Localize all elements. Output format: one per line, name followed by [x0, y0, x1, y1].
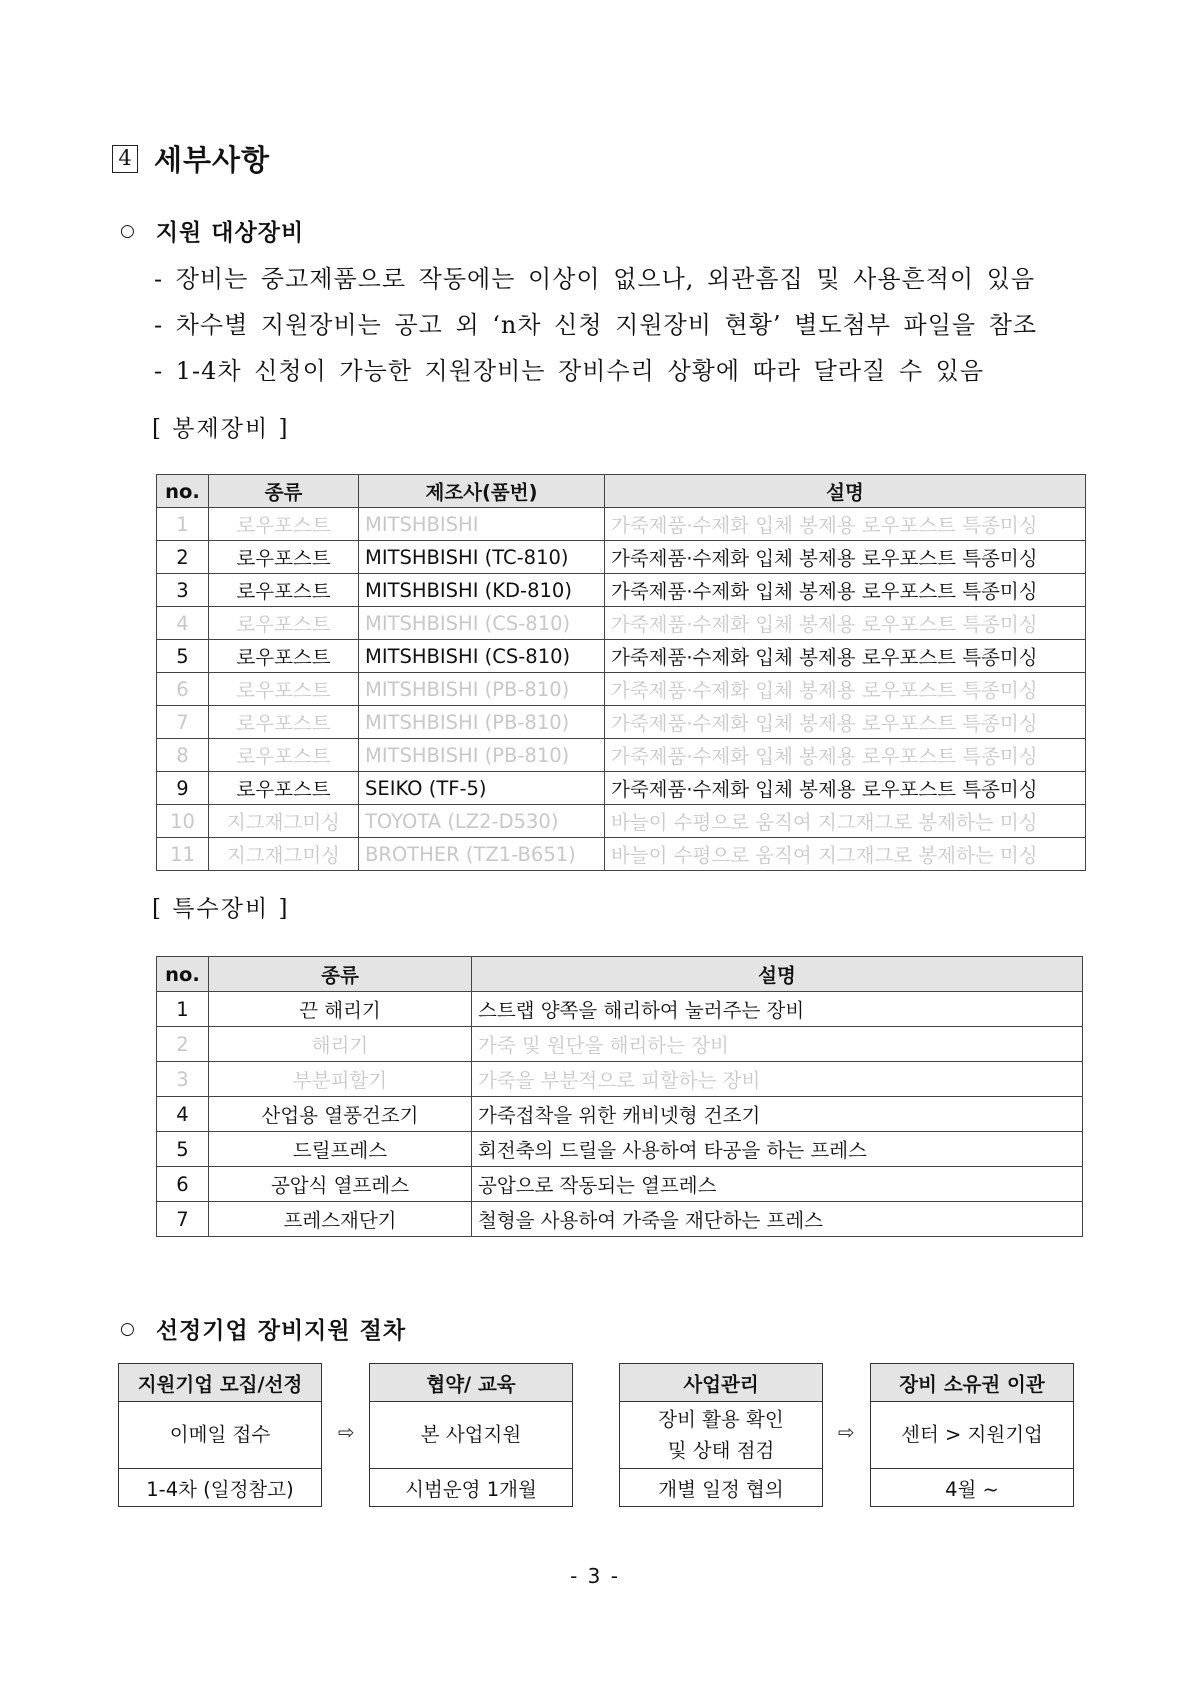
section-title: 세부사항 [154, 143, 271, 177]
cell-description: 철형을 사용하여 가죽을 재단하는 프레스 [472, 1202, 1083, 1237]
cell-type: 로우포스트 [209, 739, 359, 772]
cell-no: 8 [157, 739, 209, 772]
cell-type: 부분피할기 [209, 1062, 472, 1097]
cell-description: 공압으로 작동되는 열프레스 [472, 1167, 1083, 1202]
cell-maker: MITSHBISHI (PB-810) [359, 739, 605, 772]
step-title: 장비 소유권 이관 [871, 1364, 1073, 1402]
cell-no: 10 [157, 805, 209, 838]
procedure-title: 선정기업 장비지원 절차 [155, 1318, 407, 1344]
table-row [157, 673, 1086, 706]
table-header-row [157, 475, 1086, 508]
procedure-step-3 [619, 1363, 823, 1507]
table-row [157, 574, 1086, 607]
cell-description: 가죽제품·수제화 입체 봉제용 로우포스트 특종미싱 [605, 541, 1086, 574]
section-number-box: 4 [112, 145, 138, 173]
step-schedule: 1-4차 (일정참고) [146, 1478, 294, 1501]
cell-type: 드릴프레스 [209, 1132, 472, 1167]
cell-type: 산업용 열풍건조기 [209, 1097, 472, 1132]
header-description: 설명 [472, 957, 1083, 992]
cell-no: 5 [157, 1132, 209, 1167]
cell-description: 가죽제품·수제화 입체 봉제용 로우포스트 특종미싱 [605, 706, 1086, 739]
step-schedule: 시범운영 1개월 [405, 1478, 537, 1501]
cell-type: 공압식 열프레스 [209, 1167, 472, 1202]
table-row [157, 992, 1083, 1027]
step-action-line: 이메일 접수 [169, 1423, 271, 1447]
header-description: 설명 [605, 475, 1086, 508]
table-header-row [157, 957, 1083, 992]
cell-description: 가죽제품·수제화 입체 봉제용 로우포스트 특종미싱 [605, 772, 1086, 805]
header-no: no. [157, 957, 209, 992]
step-schedule: 4월 ~ [945, 1478, 999, 1501]
cell-no: 2 [157, 1027, 209, 1062]
cell-description: 가죽제품·수제화 입체 봉제용 로우포스트 특종미싱 [605, 607, 1086, 640]
bullet-icon: ○ [120, 1318, 136, 1339]
cell-maker: SEIKO (TF-5) [359, 772, 605, 805]
cell-maker: MITSHBISHI (PB-810) [359, 706, 605, 739]
cell-no: 1 [157, 508, 209, 541]
cell-no: 7 [157, 706, 209, 739]
support-targets-heading [120, 214, 304, 247]
step-action [370, 1402, 572, 1469]
cell-description: 가죽 및 원단을 해리하는 장비 [472, 1027, 1083, 1062]
support-targets-title: 지원 대상장비 [155, 220, 305, 246]
table-row [157, 706, 1086, 739]
cell-no: 1 [157, 992, 209, 1027]
sewing-equipment-table [156, 474, 1086, 871]
procedure-step-4 [870, 1363, 1074, 1507]
cell-type: 지그재그미싱 [209, 838, 359, 871]
table-row [157, 508, 1086, 541]
step-action-line: 센터 > 지원기업 [901, 1423, 1043, 1447]
cell-maker: MITSHBISHI [359, 508, 605, 541]
cell-description: 가죽제품·수제화 입체 봉제용 로우포스트 특종미싱 [605, 574, 1086, 607]
step-action-line: 및 상태 점검 [667, 1439, 775, 1462]
table-row [157, 1132, 1083, 1167]
table-row [157, 1097, 1083, 1132]
procedure-heading [120, 1312, 406, 1345]
cell-description: 회전축의 드릴을 사용하여 타공을 하는 프레스 [472, 1132, 1083, 1167]
step-action [871, 1402, 1073, 1469]
special-equipment-label: [ 특수장비 ] [152, 896, 290, 922]
cell-no: 4 [157, 607, 209, 640]
cell-no: 4 [157, 1097, 209, 1132]
cell-maker: MITSHBISHI (KD-810) [359, 574, 605, 607]
cell-description: 가죽제품·수제화 입체 봉제용 로우포스트 특종미싱 [605, 508, 1086, 541]
table-row [157, 1062, 1083, 1097]
table-row [157, 772, 1086, 805]
table-row [157, 1167, 1083, 1202]
cell-no: 3 [157, 574, 209, 607]
note-line-1: - 장비는 중고제품으로 작동에는 이상이 없으나, 외관흠집 및 사용흔적이 있음 [154, 265, 1036, 293]
cell-type: 끈 해리기 [209, 992, 472, 1027]
header-type: 종류 [209, 475, 359, 508]
cell-maker: BROTHER (TZ1-B651) [359, 838, 605, 871]
step-title: 지원기업 모집/선정 [119, 1364, 321, 1402]
arrow-right-icon: ⇨ [338, 1420, 355, 1444]
cell-type: 해리기 [209, 1027, 472, 1062]
note-line-3: - 1-4차 신청이 가능한 지원장비는 장비수리 상황에 따라 달라질 수 있음 [154, 357, 985, 385]
step-action-line: 본 사업지원 [420, 1423, 522, 1447]
section-heading [112, 138, 270, 179]
cell-type: 로우포스트 [209, 772, 359, 805]
cell-type: 로우포스트 [209, 508, 359, 541]
procedure-step-1 [118, 1363, 322, 1507]
step-action-line: 장비 활용 확인 [658, 1407, 784, 1431]
step-action [620, 1402, 822, 1469]
sewing-equipment-label: [ 봉제장비 ] [152, 416, 290, 442]
cell-description: 바늘이 수평으로 움직여 지그재그로 봉제하는 미싱 [605, 838, 1086, 871]
table-row [157, 805, 1086, 838]
table-row [157, 541, 1086, 574]
bullet-icon: ○ [120, 220, 136, 241]
cell-type: 프레스재단기 [209, 1202, 472, 1237]
cell-description: 가죽을 부분적으로 피할하는 장비 [472, 1062, 1083, 1097]
table-row [157, 1202, 1083, 1237]
table-row [157, 1027, 1083, 1062]
special-equipment-table [156, 956, 1083, 1237]
cell-no: 2 [157, 541, 209, 574]
cell-maker: MITSHBISHI (TC-810) [359, 541, 605, 574]
table-row [157, 607, 1086, 640]
cell-maker: TOYOTA (LZ2-D530) [359, 805, 605, 838]
step-title: 사업관리 [620, 1364, 822, 1402]
page-number: - 3 - [570, 1564, 620, 1588]
cell-type: 로우포스트 [209, 640, 359, 673]
step-action [119, 1402, 321, 1469]
cell-type: 지그재그미싱 [209, 805, 359, 838]
cell-type: 로우포스트 [209, 541, 359, 574]
cell-no: 9 [157, 772, 209, 805]
cell-type: 로우포스트 [209, 574, 359, 607]
cell-no: 6 [157, 673, 209, 706]
table-row [157, 739, 1086, 772]
step-title: 협약/ 교육 [370, 1364, 572, 1402]
header-maker: 제조사(품번) [359, 475, 605, 508]
cell-description: 가죽접착을 위한 캐비넷형 건조기 [472, 1097, 1083, 1132]
cell-type: 로우포스트 [209, 706, 359, 739]
table-row [157, 640, 1086, 673]
cell-description: 바늘이 수평으로 움직여 지그재그로 봉제하는 미싱 [605, 805, 1086, 838]
arrow-right-icon: ⇨ [838, 1420, 855, 1444]
table-row [157, 838, 1086, 871]
cell-no: 7 [157, 1202, 209, 1237]
cell-description: 스트랩 양쪽을 해리하여 눌러주는 장비 [472, 992, 1083, 1027]
note-line-2: - 차수별 지원장비는 공고 외 ‘n차 신청 지원장비 현황’ 별도첨부 파일을 참조 [154, 311, 1038, 339]
cell-description: 가죽제품·수제화 입체 봉제용 로우포스트 특종미싱 [605, 673, 1086, 706]
cell-maker: MITSHBISHI (CS-810) [359, 640, 605, 673]
cell-no: 6 [157, 1167, 209, 1202]
cell-maker: MITSHBISHI (PB-810) [359, 673, 605, 706]
procedure-step-2 [369, 1363, 573, 1507]
cell-no: 5 [157, 640, 209, 673]
cell-no: 11 [157, 838, 209, 871]
header-no: no. [157, 475, 209, 508]
header-type: 종류 [209, 957, 472, 992]
cell-type: 로우포스트 [209, 673, 359, 706]
step-schedule: 개별 일정 협의 [658, 1478, 784, 1501]
cell-no: 3 [157, 1062, 209, 1097]
cell-description: 가죽제품·수제화 입체 봉제용 로우포스트 특종미싱 [605, 640, 1086, 673]
cell-maker: MITSHBISHI (CS-810) [359, 607, 605, 640]
cell-type: 로우포스트 [209, 607, 359, 640]
cell-description: 가죽제품·수제화 입체 봉제용 로우포스트 특종미싱 [605, 739, 1086, 772]
